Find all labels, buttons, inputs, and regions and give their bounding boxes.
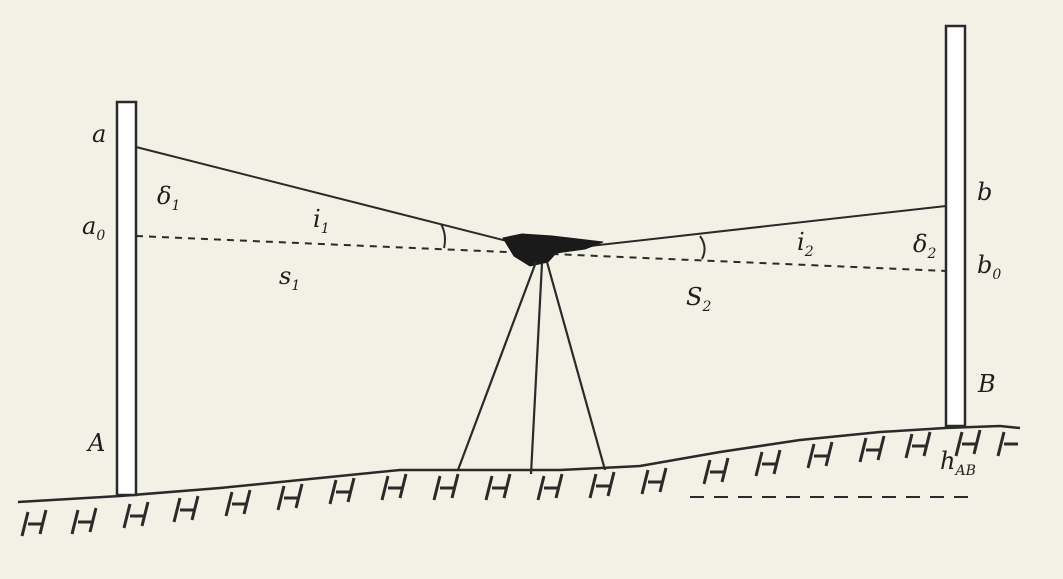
label-A: A: [88, 429, 106, 457]
label-B: B: [978, 370, 996, 398]
label-a0: $a_0$: [82, 212, 106, 244]
label-i2: $i_2$: [797, 228, 814, 260]
label-s1: $s_1$: [279, 262, 301, 294]
tripod: [458, 262, 605, 474]
ground-line: [18, 426, 1020, 502]
label-delta2: $\delta_2$: [913, 230, 937, 262]
label-b: b: [977, 178, 993, 206]
label-b0: $b_0$: [977, 251, 1002, 283]
sight-line-to-b: [590, 206, 946, 246]
label-hAB: $h_{AB}$: [940, 447, 976, 479]
label-delta1: $\delta_1$: [157, 182, 181, 214]
angle-arc-i2: [700, 236, 705, 259]
staff-B: [946, 26, 965, 426]
level-instrument: [503, 234, 603, 266]
angle-arc-i1: [441, 224, 445, 248]
label-a: a: [92, 120, 107, 148]
label-S2: $S_2$: [686, 283, 712, 315]
ground-hatching: [22, 430, 1018, 536]
label-i1: $i_1$: [313, 205, 330, 237]
staff-A: [117, 102, 136, 495]
